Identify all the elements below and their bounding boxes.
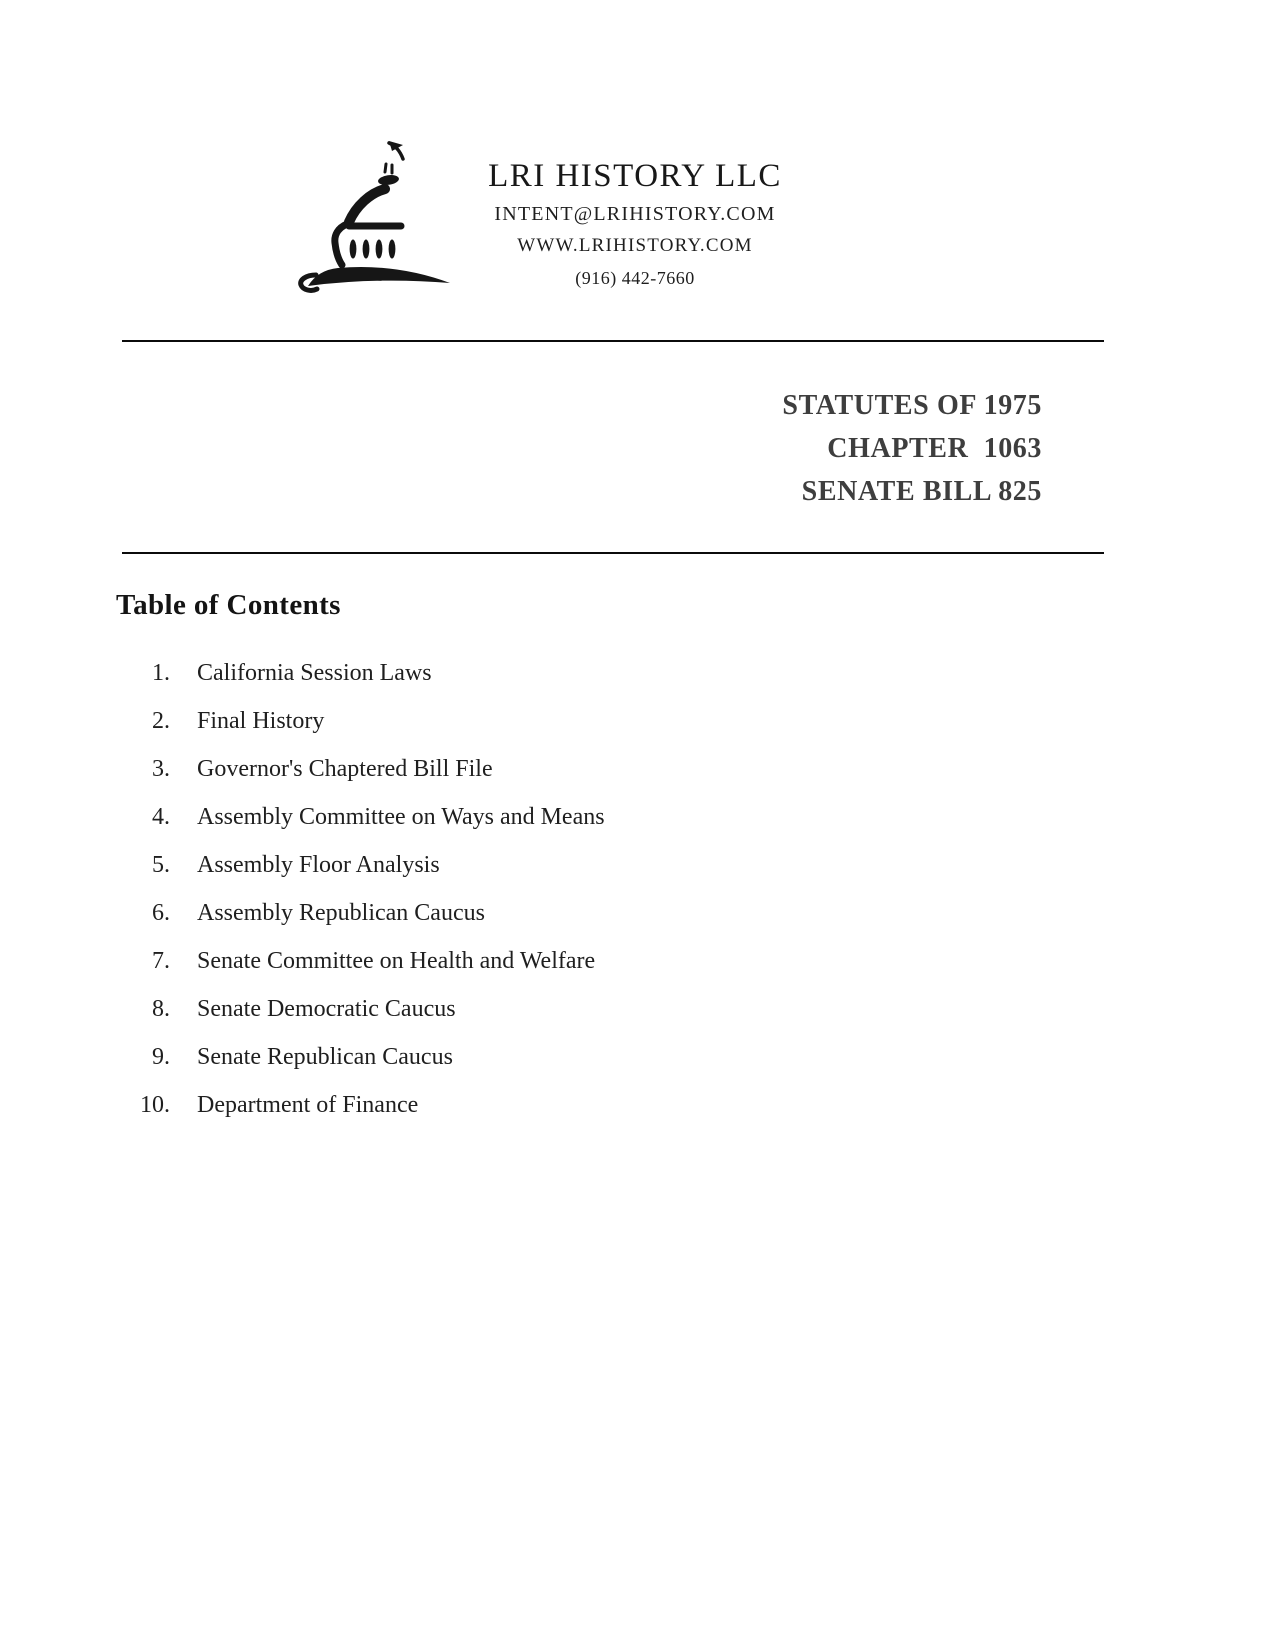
toc-item-title: Department of Finance xyxy=(197,1091,419,1118)
toc-item-number: 9. xyxy=(152,1043,170,1070)
chapter-line: CHAPTER 1063 xyxy=(827,433,1042,464)
toc-item-number: 1. xyxy=(152,659,170,686)
toc-item-number: 6. xyxy=(152,899,170,926)
senate-bill-line: SENATE BILL 825 xyxy=(801,476,1042,507)
company-email: INTENT@LRIHISTORY.COM xyxy=(494,203,776,225)
toc-item-title: Assembly Republican Caucus xyxy=(197,899,485,926)
letterhead xyxy=(435,156,835,293)
toc-list xyxy=(125,649,1105,1129)
toc-item-number: 2. xyxy=(152,707,170,734)
toc-item-7 xyxy=(125,937,1105,985)
toc-item-9 xyxy=(125,1033,1105,1081)
capitol-dome-sketch-icon xyxy=(296,136,452,294)
toc-item-number: 8. xyxy=(152,995,170,1022)
toc-item-3 xyxy=(125,745,1105,793)
company-website: WWW.LRIHISTORY.COM xyxy=(517,235,753,256)
toc-item-title: Senate Committee on Health and Welfare xyxy=(197,947,596,974)
toc-item-1 xyxy=(125,649,1105,697)
toc-item-title: Governor's Chaptered Bill File xyxy=(197,755,493,782)
toc-item-number: 10. xyxy=(140,1091,170,1118)
toc-item-title: Final History xyxy=(197,707,325,734)
toc-item-4 xyxy=(125,793,1105,841)
statutes-line: STATUTES OF 1975 xyxy=(782,390,1042,421)
company-name: LRI HISTORY LLC xyxy=(488,158,782,194)
toc-item-title: Assembly Floor Analysis xyxy=(197,851,440,878)
toc-item-number: 3. xyxy=(152,755,170,782)
divider-bottom xyxy=(122,552,1104,554)
toc-item-6 xyxy=(125,889,1105,937)
toc-item-title: Assembly Committee on Ways and Means xyxy=(197,803,605,830)
toc-item-number: 4. xyxy=(152,803,170,830)
toc-item-title: Senate Republican Caucus xyxy=(197,1043,453,1070)
toc-item-2 xyxy=(125,697,1105,745)
toc-item-8 xyxy=(125,985,1105,1033)
toc-item-title: California Session Laws xyxy=(197,659,432,686)
company-phone: (916) 442-7660 xyxy=(575,268,695,288)
toc-item-number: 5. xyxy=(152,851,170,878)
toc-item-title: Senate Democratic Caucus xyxy=(197,995,456,1022)
divider-top xyxy=(122,340,1104,342)
statute-reference-block xyxy=(522,384,1042,513)
toc-item-10 xyxy=(125,1081,1105,1129)
toc-item-number: 7. xyxy=(152,947,170,974)
toc-heading: Table of Contents xyxy=(116,589,341,621)
toc-item-5 xyxy=(125,841,1105,889)
